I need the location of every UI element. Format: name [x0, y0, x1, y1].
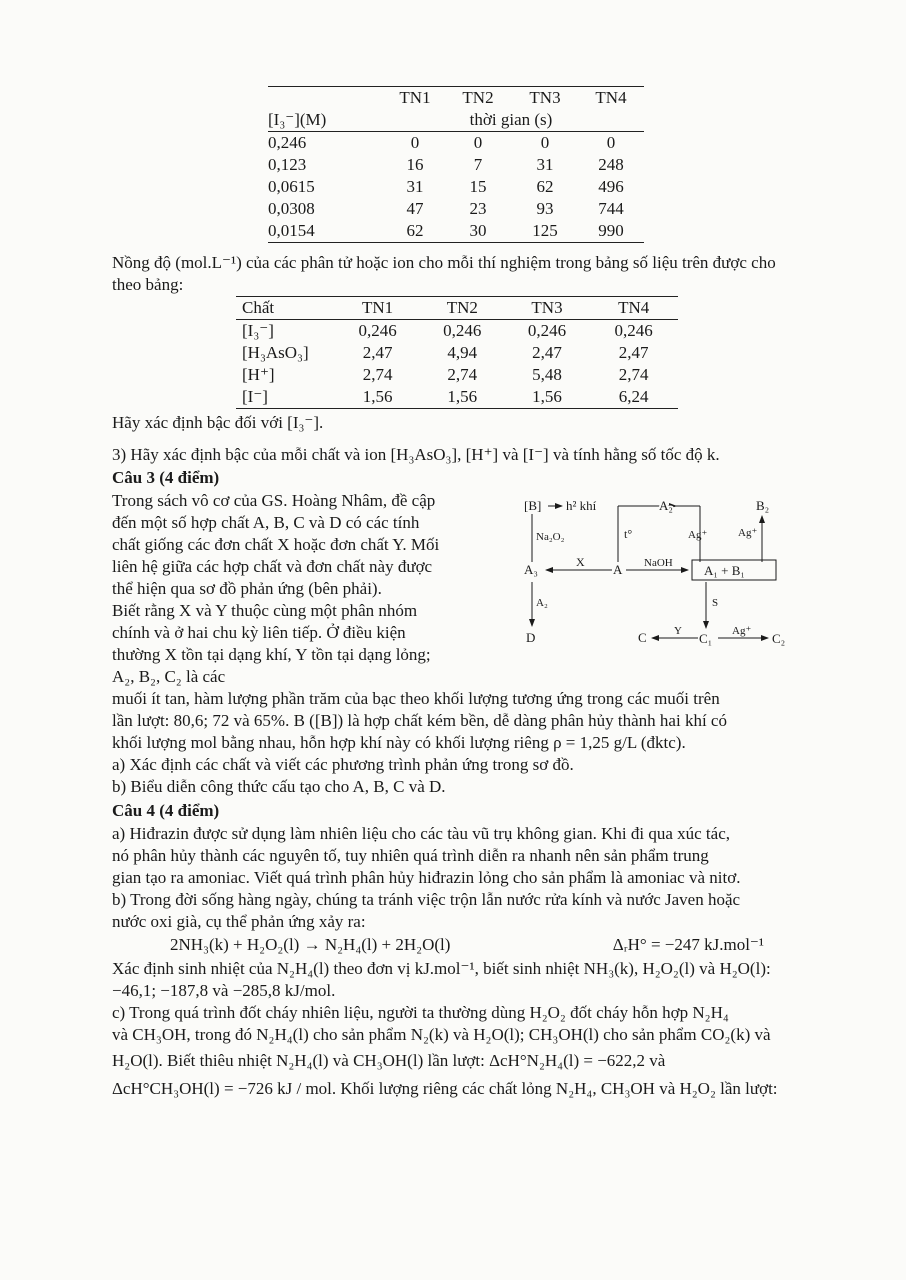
time-table-subheader [268, 109, 644, 132]
ag-plus-label-3: Ag⁺ [732, 625, 752, 637]
ag-plus-label-1: Ag⁺ [688, 529, 708, 541]
table-row: 0,0154 62 30 125 990 [268, 220, 644, 243]
cau3-left-text: Trong sách vô cơ của GS. Hoàng Nhâm, đề cập đến một số hợp chất A, B, C và D có các tính chất giống các đơn chất X hoặc đơn chất Y. Mối liên hệ giữa các hợp chất và đơn chất này được thể hiện qua sơ đồ phản ứng (bên phải). Biết rằng X và Y thuộc cùng một phân nhóm chính và ở hai chu kỳ liên tiếp. Ở điều kiện thường X tồn tại dạng khí, Y tồn tại dạng lỏng; A₂, B₂, C₂ là các [112, 491, 440, 686]
table-row: 0,123 16 7 31 248 [268, 155, 624, 174]
reaction-enthalpy: ΔᵣH° = −247 kJ.mol⁻¹ [612, 935, 764, 954]
c-label: C [638, 630, 647, 645]
subheader-concentration: [I₃⁻](M) [268, 109, 386, 132]
header-cell: TN4 [578, 87, 644, 110]
b2-label: B₂ [756, 498, 770, 513]
a2-top-label: A₂ [659, 498, 673, 513]
table-row: [H⁺] 2,74 2,74 5,48 2,74 [242, 365, 649, 384]
table-row: 0,0308 47 23 93 744 [268, 199, 624, 218]
header-cell: TN3 [512, 87, 578, 110]
header-cell [268, 87, 386, 110]
s-label: S [712, 597, 719, 609]
cau4-title: Câu 4 (4 điểm) [112, 801, 220, 820]
time-table-header [268, 87, 644, 110]
cau4-text-1: a) Hiđrazin được sử dụng làm nhiên liệu cho các tàu vũ trụ không gian. Khi đi qua xúc tác, nó phân hủy thành các nguyên tố, tuy nhiên quá trình diễn ra nhanh nên sản phẩm trung gian tạo ra amoniac. Viết quá trình phân hủy hiđrazin lỏng cho sản phẩm là amoniac và nitơ. b) Trong đời sống hàng ngày, chúng ta tránh việc trộn lẫn nước rửa kính và nước Javen hoặc nước oxi già, cụ thể phản ứng xảy ra: [112, 824, 741, 931]
gas-label: h² khí [566, 498, 597, 513]
table-row: [I⁻] 1,56 1,56 1,56 6,24 [236, 386, 678, 409]
a1-b1-label: A₁ + B₁ [704, 563, 745, 578]
a2-left-label: A₂ [536, 597, 548, 609]
cau4-text-2: Xác định sinh nhiệt của N₂H₄(l) theo đơn vị kJ.mol⁻¹, biết sinh nhiệt NH₃(k), H₂O₂(l) và H₂O(l): −46,1; −187,8 và −285,8 kJ/mol. c) Trong quá trình đốt cháy nhiên liệu, người ta thường dùng H₂O₂ đốt cháy hỗn hợp N₂H₄ và CH₃OH, trong đó N₂H₄(l) cho sản phẩm N₂(k) và H₂O(l); CH₃OH(l) cho sản phẩm CO₂(k) và H₂O(l). Biết thiêu nhiệt N₂H₄(l) và CH₃OH(l) lần lượt: ΔcH°N₂H₄(l) = −622,2 và ΔcH°CH₃OH(l) = −726 kJ / mol. Khối lượng riêng các chất lỏng N₂H₄, CH₃OH và H₂O₂ lần lượt: [112, 959, 778, 1098]
concentration-table-header: Chất TN1 TN2 TN3 TN4 [236, 297, 678, 320]
cau3-full-text: muối ít tan, hàm lượng phần trăm của bạc theo khối lượng tương ứng trong các muối trên lần lượt: 80,6; 72 và 65%. B ([B]) là hợp chất kém bền, dễ dàng phân hủy thành hai khí có khối lượng mol bằng nhau, hỗn hợp khí này có khối lượng riêng ρ = 1,25 g/L (đktc). a) Xác định các chất và viết các phương trình phản ứng trong sơ đồ. b) Biểu diễn công thức cấu tạo cho A, B, C và D. [112, 689, 727, 796]
na2o2-label: Na₂O₂ [536, 531, 565, 543]
table-row: 0,246 0 0 0 0 [268, 133, 616, 152]
table-row: 0,0615 31 15 62 496 [268, 177, 624, 196]
a-label: A [613, 562, 623, 577]
concentration-table [236, 296, 678, 409]
table-row: [I₃⁻] 0,246 0,246 0,246 0,246 [242, 321, 653, 340]
d-label: D [526, 630, 536, 645]
subheader-time: thời gian (s) [444, 109, 578, 132]
header-cell: TN2 [444, 87, 512, 110]
naoh-label: NaOH [644, 557, 673, 569]
order-question: Hãy xác định bậc đối với [I₃⁻]. [112, 413, 324, 432]
t-deg-label: t° [624, 527, 633, 541]
table-row: [H₃AsO₃] 2,47 4,94 2,47 2,47 [242, 343, 649, 362]
time-table [268, 86, 644, 243]
b-box-label: [B] [524, 498, 542, 513]
y-label: Y [674, 625, 682, 637]
c1-label: C₁ [699, 631, 713, 646]
cau3-title: Câu 3 (4 điểm) [112, 468, 220, 487]
ag-plus-label-2: Ag⁺ [738, 527, 758, 539]
reaction-scheme-diagram [516, 490, 806, 650]
reaction-equation: 2NH₃(k) + H₂O₂(l) → N₂H₄(l) + 2H₂O(l) [170, 935, 451, 954]
a3-label: A₃ [524, 562, 538, 577]
x-label: X [576, 555, 585, 569]
part3-question: 3) Hãy xác định bậc của mỗi chất và ion [H₃AsO₃], [H⁺] và [I⁻] và tính hằng số tốc độ k. [112, 445, 720, 464]
header-cell: TN1 [386, 87, 444, 110]
concentration-intro: Nồng độ (mol.L⁻¹) của các phân tử hoặc ion cho mỗi thí nghiệm trong bảng số liệu trên được cho theo bảng: [112, 253, 776, 294]
c2-label: C₂ [772, 631, 786, 646]
